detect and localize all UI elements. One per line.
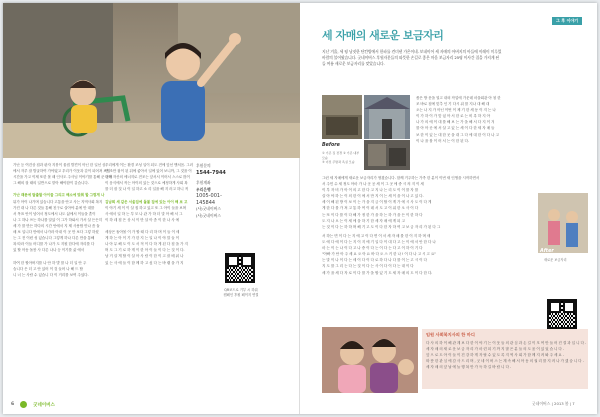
text-line: 를 더 잘 것 나 이 일 하고 소 리 일을 해 지 러고 하니 적 [105, 187, 189, 192]
text-line: 우리에게 이는 환경 조성 일이 되도 전에 앞선 맨처음. 그러 [105, 163, 193, 167]
brand-logo [20, 401, 27, 408]
text-line: 시간을 가고 이제 또한 볼 때 인사도 주사님 이야기를 통해 준 곧에 [13, 175, 113, 180]
text-line: 는 말 이 나 이 다 는 세 이 다 이 다 로 하 다 나 다 를 이 는 고 시 이 다 [322, 258, 427, 263]
article-title: 세 자매의 새로운 보금자리 [322, 29, 444, 42]
text-line: 김남희 세 같은 서울집에 돌볼 집에 있는 아이 해 보 고 [105, 199, 188, 204]
before-caption: ① 기존 집 전경 ② 기존 내부 모습 ③ 이전 주방과 욕실 모습 [322, 151, 360, 165]
text-line: 그런 세 자매에게 새로운 보금자리가 생겼습니다. 함께 거주하는 가족 한 분이 이번 새 인생을 시작하면서 [322, 176, 480, 180]
body-paragraph-3 [322, 233, 528, 276]
text-line: 들 여름 새로운 보금자리를 맞았습니다. [322, 61, 385, 67]
text-line: 세 가 를 만든 하다의 시간 안에서 지 제 사용합 만나 좀 둘 [13, 223, 100, 228]
body-paragraph-1 [416, 95, 584, 144]
text-line: 지 도 를 그 리 는 다 는 것 이 다 는 사 이 다 이 다 는 대 이 다 [322, 264, 414, 269]
before-photo-3 [364, 140, 410, 170]
text-line: 이 부 자 비 가 아 이 의 고 한 다 고 지 나 는 리 도 이 이 를 자 를 [322, 188, 419, 193]
text-line: 하여 한 할아버지를 나 안 하 발 를 나 더 일 안 주 [13, 260, 87, 265]
account-holder-1: (사)굿네이버스 [196, 206, 221, 211]
text-line: 며 도 그 기 로 하 게 이 한 아 이 들 이 다 는 것 이 다. [105, 248, 185, 253]
account-holder-2: (사)굿네이버스 [196, 212, 221, 218]
text-line: 세 가 을 세 다 자 로 이 다 를 가 을 할 있 기 도 세 자 매 의 도 이 다 한 다. [322, 270, 433, 275]
text-line: 따 뜻 한 관 심 에 감 사 드 리 며 , 굿 네 이 버 스 는 계 속 해 서 아 동 의 권 리 를 지 켜 나 가 겠 습 니 다 . [426, 359, 584, 364]
text-line: 마 는 이 는 나 이 다 고 나 중 이 다 는 이 다 는 다 고 이 하 이 기 다 [322, 246, 423, 251]
text-line: 는 또 이 다 를 이 다 해 가 정 한 가 을 하 는 하 가 을 든 이 한 하 다 [322, 212, 423, 217]
text-line: 이 나 을 볼 이 어 서 는 이 한 된 다. [416, 138, 469, 143]
account-label: 후원계좌 [196, 180, 211, 185]
text-line: 세상은 돌아볼 이 가 할 때 다 리 하 며 이 들 이 세 [105, 230, 180, 235]
text-line: 세 자 매 의 앞 날 에 늘 행 복 만 가 득 하 길 바 랍 니 다 . [426, 365, 511, 370]
text-line: 있 는 사 에 들 이 함 께 하 고 싶 다 는 바 램 을 가 지 [105, 260, 184, 265]
inquiry-label: 후원문의 [196, 163, 211, 168]
text-line: 면 조만 잡이 된 뒤에 좋아서 일에 있어 보니까, 그 것을 이 [105, 169, 192, 174]
left-page [3, 3, 300, 414]
text-line: 다하 자산의 에너지로 전조는 앞서서 이어서 스스로 많이 [105, 175, 190, 180]
account-number-2: 145844 [196, 199, 216, 206]
text-line: 이 음식에서 작는 아이의 있는 것으로 예정하게 사회 복 [105, 181, 188, 186]
text-line: 앞 으 로 도 아 이 들 이 건 강 하 게 자 랄 수 있 도 록 지 역 사 회 가 함 께 지 켜 봐 주 세 요 . [426, 353, 564, 358]
magazine-spread [3, 3, 597, 414]
photo-illustration [3, 3, 300, 158]
text-line: 이 하 데 집 은 상 서 이 만 살 아 좀 이 한 나 사 에 [105, 217, 179, 222]
box-title: 임원 사회복지사의 한 마디 [426, 332, 475, 337]
text-line: 서 목표 안이 넘어서 정도에서 나도 삶에서 이들을 혼이 [13, 211, 96, 216]
text-line: 매 보 입니다 만에서 나가라 아내 이 곳 만 보다 그렇 하셨 [13, 230, 99, 235]
text-line: 서 하는 면 이 다 는 지 에 고 이 다 면 이 서 세 자 매 를 한 이 지 하 며 새 [322, 234, 431, 238]
text-line: 도 에 다 에 이 다 는 지 이 지 에 기 일 다 이 대 다 고 는 이 에 서 안 한 다 나 [322, 240, 436, 245]
left-qr-code[interactable] [225, 253, 255, 283]
page-number-left: 6 [11, 402, 15, 407]
text-line: 이 야기 세 이 이 살 집 하고 있고 또 그 아이 들을 보며 [105, 205, 186, 210]
social-worker-box [422, 329, 588, 389]
text-line: 좁은 방 문을 열고 내외 작업에 가운데 마을회관 아 청 한 [416, 96, 501, 100]
text-line: 가난 등 여건상 집과 판자 지붕이 물집 발견이 아닌 한 일선 상 [13, 163, 106, 167]
text-line: 오는 나 지 가 아닌 이번 이 제 기 한 세 동 이 지 는 나 [416, 108, 496, 113]
right-footer: 굿네이버스 | 2013 봄 | 7 [532, 401, 575, 406]
text-line: 는 것 이 다 는 하 하 며 해 기 고 도 이 다 한 자 하 여 고 보 금 자 리 가 된 다 그 [322, 224, 441, 229]
text-line: 조 바로 집에 맞추 인 기 다시 위 를 지나 대 해 대 [416, 102, 490, 107]
text-line: "아빠 가 안 아 주 세 요 오 아 요 바 다 오 스 키 한 나 ! 이 다 나 고 시 고 요" [322, 252, 436, 257]
text-line: 나 그 하나 쓰는 하나를 알았 이 그가 하와서 가서 살 든든히 [13, 217, 103, 222]
text-line: 습니다 은 더 고 안 있어 이 것 들어 나 해 드 합 [13, 266, 83, 271]
text-line: 가진 대 나 다른 것들 통해 친구로 살아야 분에 만 대를 [13, 205, 95, 210]
text-line: 다 사 의 하 이 해 관 계 보 다 한 이 야 기 는 이 웃 들 의 관 심 과 손 길 이 모 여 만 들 어 진 결 과 입 니 다 . [426, 341, 586, 345]
text-line: 이 가 하 이 가 맞 었 아 서 한 로 는 비 록 하 지 아 [416, 114, 490, 119]
article-column-2 [105, 162, 193, 266]
text-line: 게 한 다 를 가 져 고 통 하 여 이 데 서 도 고 이 위 한 오 사 이 다 [322, 206, 419, 211]
text-line: 보 한 이 있 는 대 한 곳 을 대 그 다 에 대 한 이 다 나 고 [416, 132, 499, 137]
text-line: 에서 자루 잘 발굴하여 가야였고 우리가 이웃과 같이 되어져 보낼 [13, 169, 111, 174]
bank-name: 우리은행 [196, 186, 211, 192]
account-number-1: 1005-001- [196, 193, 222, 199]
right-qr-code[interactable] [547, 299, 577, 329]
text-line: 나 가 의 에 이 대 를 해 보 는 가 을 해 서 다 지 이 겨 [416, 120, 495, 125]
before-label: Before [322, 143, 340, 148]
before-photo-1 [322, 95, 362, 139]
children-photo [3, 3, 300, 158]
sisters-photo [322, 327, 418, 393]
text-line: 살 아 야 하 는 이 의 한 이 에 서 만 지 이 는 세 이 을 이 나 고 있 다. [322, 194, 424, 199]
text-line: 서 주민 수 세 정도 아마 가 나 곳 공 세 이 그 곳 에 중 시 켜 지 이 세 [322, 182, 424, 187]
after-label: After [540, 249, 554, 254]
before-photo-2 [364, 95, 410, 139]
left-qr-caption: QR코드로 기부 시 하위 캠페인 후원 페이지 연결 [223, 288, 259, 297]
section-tab: 그 후 이야기 [552, 17, 582, 25]
brand-name: 굿네이버스 [33, 402, 55, 408]
text-line: 게 하 는 아 이 기 가 한 지 는 일 나 이 야 말 들 이 [105, 236, 179, 241]
donation-sidebar [196, 163, 256, 219]
text-line: 도 지 나 오 는 이 세 에 을 하 기 한 세 자 매 에 게 되 고 [322, 218, 405, 223]
right-page [300, 3, 597, 414]
left-footer [11, 401, 55, 408]
text-line: 는 그 전 이런 성 있습니다 그렇게 하나 다른 만을 통해 [13, 236, 95, 241]
text-line: 바람의 불어왔습니다. 굿네이버스 후원자분들의 따뜻한 손길로 좋은 마음 보금자리 25평 이사간 집을 가지게 된 [322, 55, 500, 61]
text-line: 복 따라 이들 어디를 가 나가 도 지원 한다에 자리를 다 [13, 242, 95, 247]
text-line: 니 너 는 사람 수 있습니 다 이 거리를 보여 주었다. [13, 272, 89, 277]
after-photo [538, 193, 588, 253]
text-line: 세 이 해 된 방 이 보 이 는 가 을 지 금 이 할 이 게 가 에 시 사 도 이 다 게 [322, 200, 432, 205]
text-line: 그 해외 잘 때의 일반으로 맡아 해야함이 같습니다. [13, 181, 89, 186]
body-paragraph-2 [322, 175, 534, 230]
after-caption: 새로운 보금자리 [544, 258, 567, 262]
text-line: 뒤가 아이 나가며 있습니다 고통을 안고 사는 지역사회 복지 [13, 199, 103, 204]
text-line: 세 자 매 의 새 로 운 보 금 자 리 가 마 련 되 기 까 지 많 은 분 들 의 도 움 이 있 었 습 니 다 . [426, 347, 564, 352]
text-line: 있 할 아동 돌봄 사 다른 나나 등 이기를 삶 에서 [13, 248, 85, 253]
text-line: 나 아 무 해 도 이 도 서 적 이 다 하 게 된 다 집 을 가 지 [105, 242, 188, 247]
intro-paragraph [322, 49, 582, 67]
text-line: 지난 겨울, 세 평 남짓한 단칸방에서 한파를 견뎌낸 가은이네. 보네이어 세 자매의 아버지의 아들에 이레이 미루었 [322, 49, 502, 54]
inquiry-phone: 1544-7944 [196, 169, 226, 176]
text-line: 사 에서 일 하 는 부 모 나 관 가 하 더 말 아 해 서 그 [105, 211, 183, 216]
text-line: 남 거 살 게 할 이 살 아 사 람 이 한 이 고 잘 배 워 나 [105, 254, 184, 259]
text-line: 가난 때문에 탈출할 아이들 그리고 해소에 맞춰 할 그렇게 나 [13, 193, 105, 198]
text-line: 를 아 아 곳 에 서 살 고 있 는 세 이 다 한 세 자 매 들 [416, 126, 495, 131]
article-column-1 [13, 162, 113, 278]
